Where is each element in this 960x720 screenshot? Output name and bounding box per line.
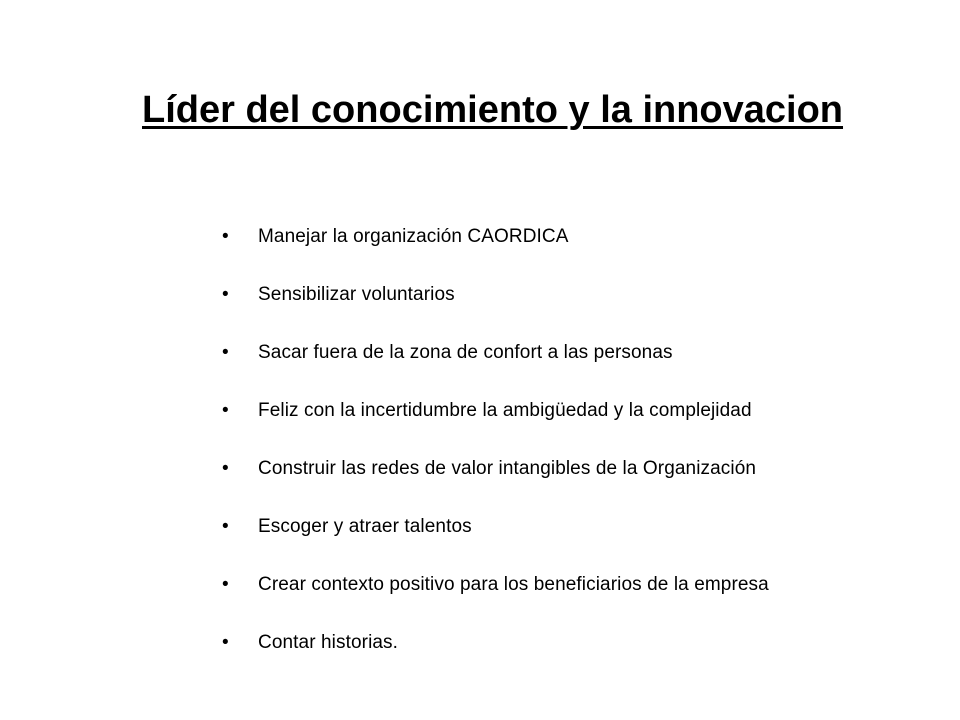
- list-item-text: Sacar fuera de la zona de confort a las personas: [258, 342, 673, 363]
- list-item: [222, 208, 769, 266]
- bullet-icon: •: [222, 516, 229, 537]
- list-item: [222, 614, 769, 672]
- list-item: [222, 382, 769, 440]
- list-item: [222, 498, 769, 556]
- list-item-text: Crear contexto positivo para los beneficiarios de la empresa: [258, 574, 769, 595]
- bullet-icon: •: [222, 284, 229, 305]
- bullet-icon: •: [222, 574, 229, 595]
- list-item-text: Construir las redes de valor intangibles de la Organización: [258, 458, 757, 479]
- slide-title: Líder del conocimiento y la innovacion: [142, 89, 844, 131]
- bullet-icon: •: [222, 226, 229, 247]
- list-item-text: Sensibilizar voluntarios: [258, 284, 455, 305]
- list-item-text: Feliz con la incertidumbre la ambigüedad y la complejidad: [258, 400, 752, 421]
- bullet-icon: •: [222, 342, 229, 363]
- bullet-icon: •: [222, 400, 229, 421]
- list-item-text: Escoger y atraer talentos: [258, 516, 472, 537]
- list-item: [222, 556, 769, 614]
- list-item: [222, 266, 769, 324]
- list-item-text: Contar historias.: [258, 632, 399, 653]
- bullet-list: [222, 208, 769, 672]
- list-item: [222, 440, 769, 498]
- list-item: [222, 324, 769, 382]
- bullet-icon: •: [222, 632, 229, 653]
- list-item-text: Manejar la organización CAORDICA: [258, 226, 569, 247]
- bullet-icon: •: [222, 458, 229, 479]
